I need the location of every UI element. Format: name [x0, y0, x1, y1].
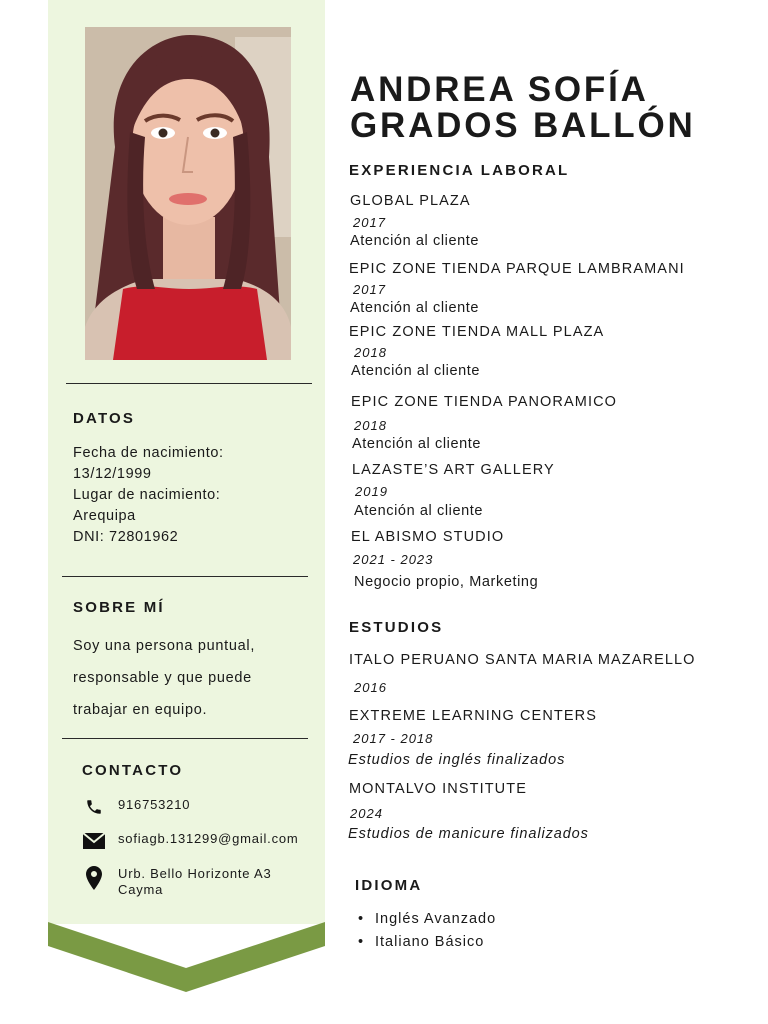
experience-role: Atención al cliente: [354, 503, 484, 519]
phone-number[interactable]: 916753210: [118, 797, 191, 812]
sidebar-ribbon: [48, 922, 325, 994]
experience-company: EPIC ZONE TIENDA PANORAMICO: [351, 394, 618, 410]
education-school: ITALO PERUANO SANTA MARIA MAZARELLO: [349, 652, 696, 668]
address-line: Urb. Bello Horizonte A3: [118, 866, 272, 881]
location-pin-icon: [82, 866, 106, 890]
about-title: SOBRE MÍ: [73, 599, 165, 616]
experience-role: Atención al cliente: [350, 233, 480, 249]
languages-list: [358, 908, 496, 954]
name-line: ANDREA SOFÍA: [350, 70, 649, 109]
experience-company: GLOBAL PLAZA: [350, 193, 471, 209]
address: [118, 866, 272, 898]
about-line: trabajar en equipo.: [73, 702, 208, 718]
experience-year: 2018: [354, 418, 387, 433]
contact-phone: [82, 797, 190, 817]
experience-year: 2018: [354, 345, 387, 360]
sidebar-divider: [62, 576, 308, 577]
experience-year: 2021 - 2023: [353, 552, 434, 567]
birth-value: 13/12/1999: [73, 466, 152, 482]
education-year: 2017 - 2018: [353, 731, 434, 746]
contact-address: [82, 866, 272, 898]
email-address[interactable]: sofiagb.131299@gmail.com: [118, 831, 299, 846]
experience-role: Negocio propio, Marketing: [354, 574, 539, 590]
sidebar-divider: [62, 738, 308, 739]
experience-role: Atención al cliente: [350, 300, 480, 316]
education-year: 2016: [354, 680, 387, 695]
education-year: 2024: [350, 806, 383, 821]
address-line: Cayma: [118, 882, 164, 897]
education-school: MONTALVO INSTITUTE: [349, 781, 527, 797]
full-name: [350, 72, 696, 144]
datos-title: DATOS: [73, 410, 136, 427]
experience-company: EL ABISMO STUDIO: [351, 529, 505, 545]
envelope-icon: [82, 831, 106, 851]
dni-value: DNI: 72801962: [73, 529, 179, 545]
about-text: [73, 630, 255, 726]
education-note: Estudios de inglés finalizados: [348, 752, 566, 768]
birth-place-value: Arequipa: [73, 508, 136, 524]
about-line: responsable y que puede: [73, 670, 252, 686]
experience-company: LAZASTE’S ART GALLERY: [352, 462, 555, 478]
experience-title: EXPERIENCIA LABORAL: [349, 162, 570, 179]
languages-title: IDIOMA: [355, 877, 423, 894]
datos-block: [73, 443, 224, 548]
about-line: Soy una persona puntual,: [73, 638, 256, 654]
language-item: • Italiano Básico: [358, 931, 496, 954]
experience-role: Atención al cliente: [351, 363, 481, 379]
birth-place-label: Lugar de nacimiento:: [73, 487, 221, 503]
education-note: Estudios de manicure finalizados: [348, 826, 589, 842]
experience-company: EPIC ZONE TIENDA PARQUE LAMBRAMANI: [349, 261, 685, 277]
birth-label: Fecha de nacimiento:: [73, 445, 224, 461]
experience-year: 2017: [353, 282, 386, 297]
contact-email: [82, 831, 299, 851]
experience-company: EPIC ZONE TIENDA MALL PLAZA: [349, 324, 605, 340]
experience-role: Atención al cliente: [352, 436, 482, 452]
experience-year: 2017: [353, 215, 386, 230]
education-school: EXTREME LEARNING CENTERS: [349, 708, 597, 724]
education-title: ESTUDIOS: [349, 619, 444, 636]
profile-photo: [85, 27, 291, 360]
phone-icon: [82, 797, 106, 817]
sidebar-divider: [66, 383, 312, 384]
experience-year: 2019: [355, 484, 388, 499]
language-item: • Inglés Avanzado: [358, 908, 496, 931]
name-line: GRADOS BALLÓN: [350, 106, 696, 145]
contact-title: CONTACTO: [82, 762, 184, 779]
